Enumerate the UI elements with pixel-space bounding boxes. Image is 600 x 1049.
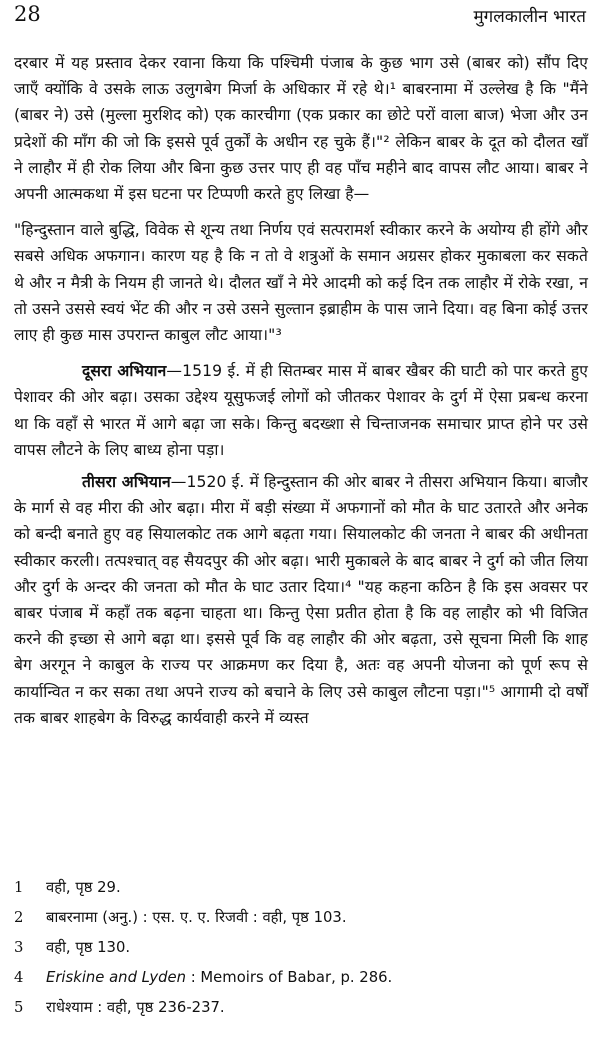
footnote (14, 993, 588, 1023)
footnote-source: : Memoirs of Babar, p. 286. (186, 969, 393, 986)
section-heading-second-campaign: दूसरा अभियान (82, 362, 167, 381)
page-header (14, 2, 586, 34)
footnote-number: 4 (14, 969, 24, 986)
footnote-number: 1 (14, 879, 24, 896)
main-text (14, 50, 588, 731)
footnote-text: वही, पृष्ठ 130. (46, 939, 131, 956)
block-quote: "हिन्दुस्तान वाले बुद्धि, विवेक से शून्य तथा निर्णय एवं सत्परामर्श स्वीकार करने के अयोग्य ही होंगे और सबसे अधिक अफगान। कारण यह है कि न तो वे शत्रुओं के समान अग्रसर होकर मुकाबला कर सकते थे और न मैत्री के नियम ही जानते थे। दौलत खाँ ने मेरे आदमी को कई दिन तक लाहौर में रोके रखा, न तो उसने उससे स्वयं भेंट की और न उसे उसने सुल्तान इब्राहीम के पास जाने दिया। वह बिना कोई उत्तर लाए ही कुछ मास उपरान्त काबुल लौट आया।"³ (14, 221, 588, 345)
footnote-number: 5 (14, 999, 24, 1016)
footnotes (14, 873, 588, 1023)
footnote-text: राधेश्याम : वही, पृष्ठ 236-237. (46, 999, 225, 1016)
second-campaign-text: —1519 ई. में ही सितम्बर मास में बाबर खैबर की घाटी को पार करते हुए पेशावर की ओर बढ़ा। उसका उद्देश्य यूसुफजई लोगों को जीतकर पेशावर के दुर्ग में ऐसा प्रबन्ध करना था कि वहाँ से भारत में आगे बढ़ा जा सके। किन्तु बदख्शा से चिन्ताजनक समाचार प्राप्त होने पर उसे वापस लौटने के लिए बाध्य होना पड़ा। (14, 362, 588, 459)
paragraph-second-campaign (14, 358, 588, 463)
footnote (14, 933, 588, 963)
page-number: 28 (14, 2, 41, 26)
footnote-number: 3 (14, 939, 24, 956)
running-title: मुगलकालीन भारत (473, 7, 586, 27)
footnote-text: बाबरनामा (अनु.) : एस. ए. ए. रिजवी : वही, पृष्ठ 103. (46, 909, 347, 926)
footnote-number: 2 (14, 909, 24, 926)
footnote-text: वही, पृष्ठ 29. (46, 879, 121, 896)
footnote-text (46, 963, 588, 993)
footnote (14, 873, 588, 903)
section-heading-third-campaign: तीसरा अभियान (82, 473, 171, 492)
paragraph-third-campaign (14, 469, 588, 731)
footnote-authors: Eriskine and Lyden (46, 969, 187, 986)
footnote (14, 903, 588, 933)
paragraph-1: दरबार में यह प्रस्ताव देकर रवाना किया कि पश्चिमी पंजाब के कुछ भाग उसे (बाबर को) सौंप दिए जाएँ क्योंकि वे उसके लाऊ उलुगबेग मिर्जा के अधिकार में रहे थे।¹ बाबरनामा में उल्लेख है कि "मैंने (बाबर ने) उसे (मुल्ला मुरशिद को) एक कारचीगा (एक प्रकार का छोटे परों वाला बाज) भेजा और उन प्रदेशों की माँग की जो कि इससे पूर्व तुर्कों के अधीन रह चुके हैं।"² लेकिन बाबर के दूत को दौलत खाँ ने लाहौर में ही रोक लिया और बिना कुछ उत्तर पाए ही वह पाँच महीने बाद वापस लौट आया। बाबर ने अपनी आत्मकथा में इस घटना पर टिप्पणी करते हुए लिखा है— (14, 54, 588, 204)
footnote (14, 963, 588, 993)
third-campaign-text: —1520 ई. में हिन्दुस्तान की ओर बाबर ने तीसरा अभियान किया। बाजौर के मार्ग से वह मीरा की ओर बढ़ा। मीरा में बड़ी संख्या में अफगानों को मौत के घाट उतारते और अनेक को बन्दी बनाते हुए वह सियालकोट तक आगे बढ़ता गया। सियालकोट की जनता ने बाबर की अधीनता स्वीकार करली। तत्पश्चात् वह सैयदपुर की ओर बढ़ा। भारी मुकाबले के बाद बाबर ने दुर्ग को जीत लिया और दुर्ग के अन्दर की जनता को मौत के घाट उतार दिया।⁴ "यह कहना कठिन है कि इस अवसर पर बाबर पंजाब में कहाँ तक बढ़ना चाहता था। किन्तु ऐसा प्रतीत होता है कि वह लाहौर को भी विजित करने की इच्छा से आगे बढ़ा था। इससे पूर्व कि वह लाहौर की ओर बढ़ता, उसे सूचना मिली कि शाह बेग अरगून ने काबुल के राज्य पर आक्रमण कर दिया है, अतः वह अपनी योजना को पूर्ण रूप से कार्यान्वित न कर सका तथा अपने राज्य को बचाने के लिए उसे काबुल लौटना पड़ा।"⁵ आगामी दो वर्षों तक बाबर शाहबेग के विरुद्ध कार्यवाही करने में व्यस्त (14, 473, 588, 727)
